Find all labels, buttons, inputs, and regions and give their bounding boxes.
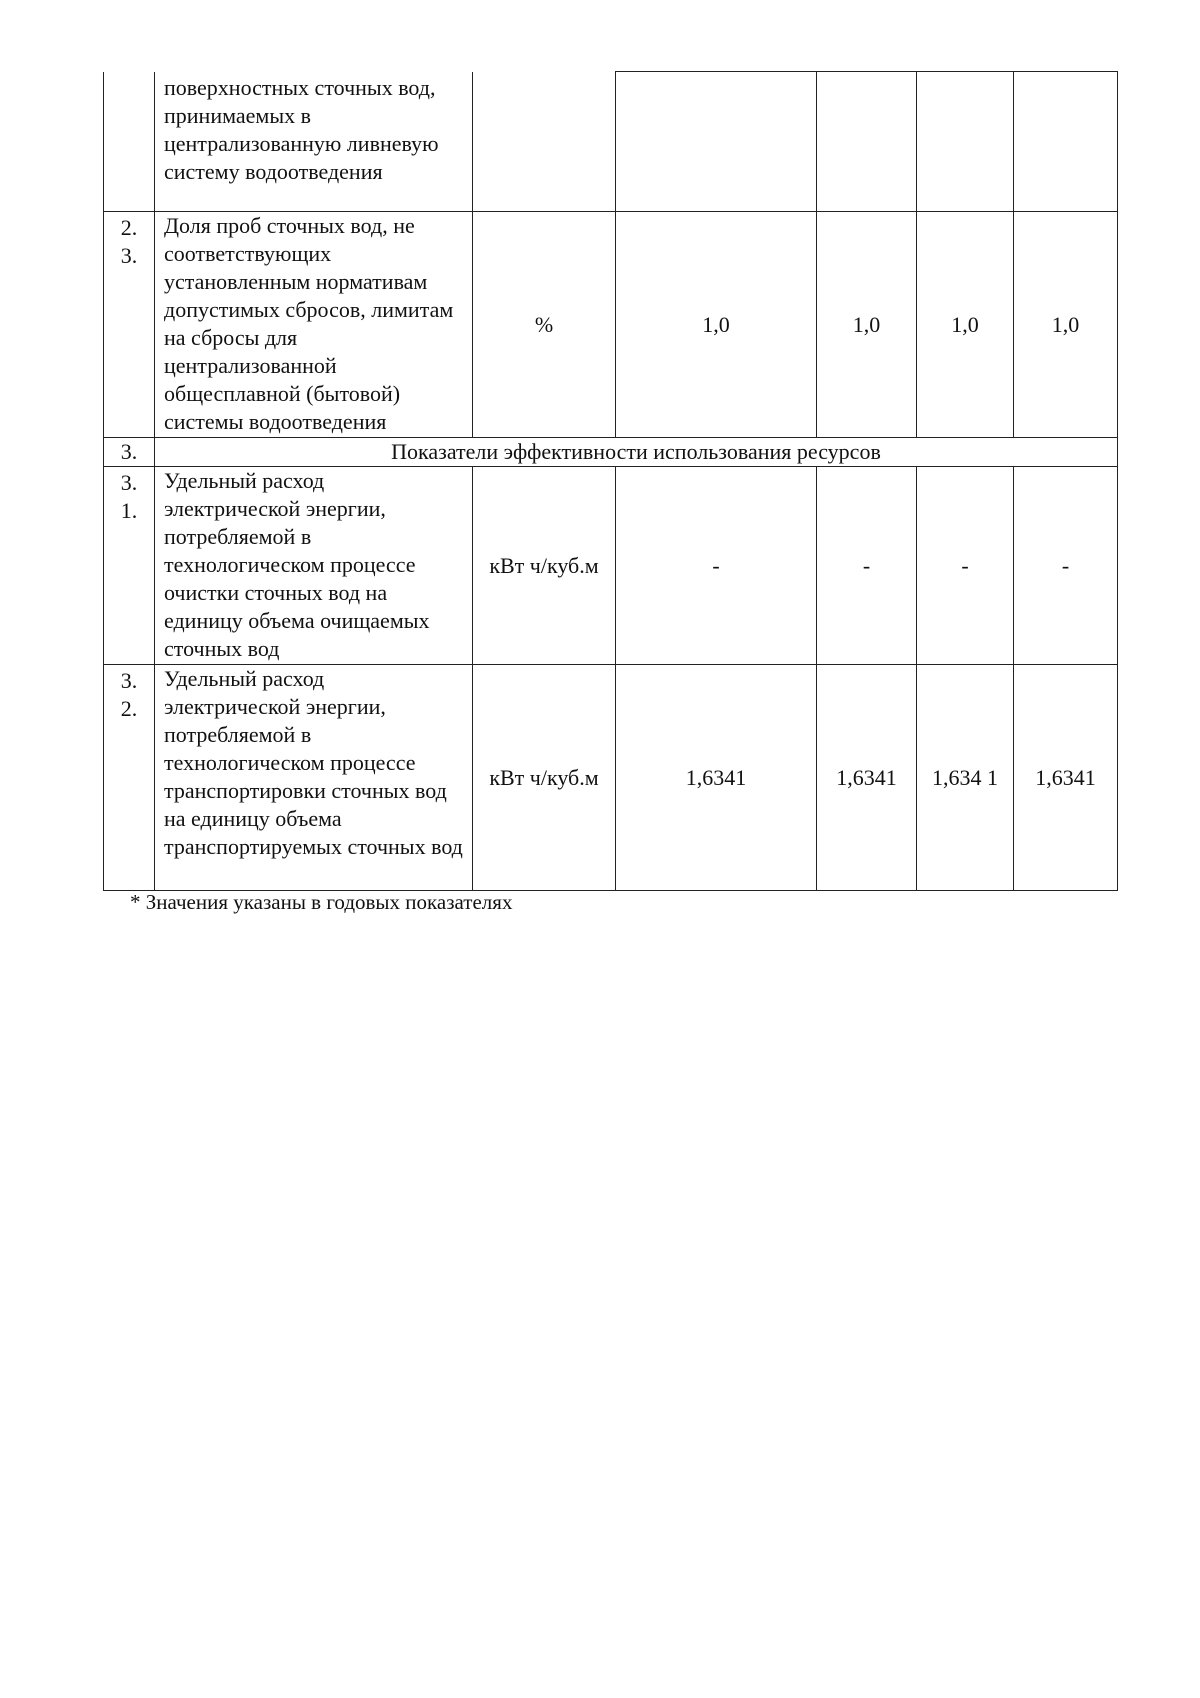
row-number-part: 1. (120, 498, 138, 523)
section-number: 3. (104, 438, 155, 467)
value-cell (917, 72, 1014, 212)
value-cell (817, 72, 917, 212)
table-row (104, 212, 1118, 438)
indicator-description: Удельный расход электрической энергии, потребляемой в технологическом процессе очистки сточных вод на единицу объема очищаемых сточных вод (155, 467, 473, 665)
row-number-part: 2. (120, 215, 138, 240)
row-number-part: 2. (120, 696, 138, 721)
table-row (104, 72, 1118, 212)
value-cell: 1,0 (917, 212, 1014, 438)
footnote: * Значения указаны в годовых показателях (130, 890, 513, 914)
table-row (104, 467, 1118, 665)
value-cell: - (817, 467, 917, 665)
value-cell: - (616, 467, 817, 665)
row-number-part: 3. (120, 470, 138, 495)
value-cell (1014, 72, 1118, 212)
row-number (104, 665, 155, 891)
value-cell: 1,6341 (1014, 665, 1118, 891)
row-number (104, 467, 155, 665)
value-cell (616, 72, 817, 212)
unit-cell: % (473, 212, 616, 438)
row-number-part: 3. (120, 243, 138, 268)
value-cell: 1,634 1 (917, 665, 1014, 891)
value-cell: 1,0 (1014, 212, 1118, 438)
unit-cell: кВт ч/куб.м (473, 467, 616, 665)
indicator-description: Доля проб сточных вод, не соответствующих установленным нормативам допустимых сбросов, лимитам на сбросы для централизованной общесплавной (бытовой) системы водоотведения (155, 212, 473, 438)
section-title: Показатели эффективности использования ресурсов (155, 438, 1118, 467)
row-number (104, 212, 155, 438)
unit-cell (473, 72, 616, 212)
value-cell: 1,0 (817, 212, 917, 438)
indicator-description: поверхностных сточных вод, принимаемых в централизованную ливневую систему водоотведения (155, 72, 473, 212)
unit-cell: кВт ч/куб.м (473, 665, 616, 891)
row-number-cell (104, 72, 155, 212)
value-cell: - (1014, 467, 1118, 665)
section-row (104, 438, 1118, 467)
value-cell: 1,0 (616, 212, 817, 438)
table-row (104, 665, 1118, 891)
value-cell: 1,6341 (817, 665, 917, 891)
row-number-part: 3. (120, 668, 138, 693)
indicators-table (103, 71, 1118, 891)
value-cell: 1,6341 (616, 665, 817, 891)
value-cell: - (917, 467, 1014, 665)
indicator-description: Удельный расход электрической энергии, потребляемой в технологическом процессе транспортировки сточных вод на единицу объема транспортируемых сточных вод (155, 665, 473, 891)
